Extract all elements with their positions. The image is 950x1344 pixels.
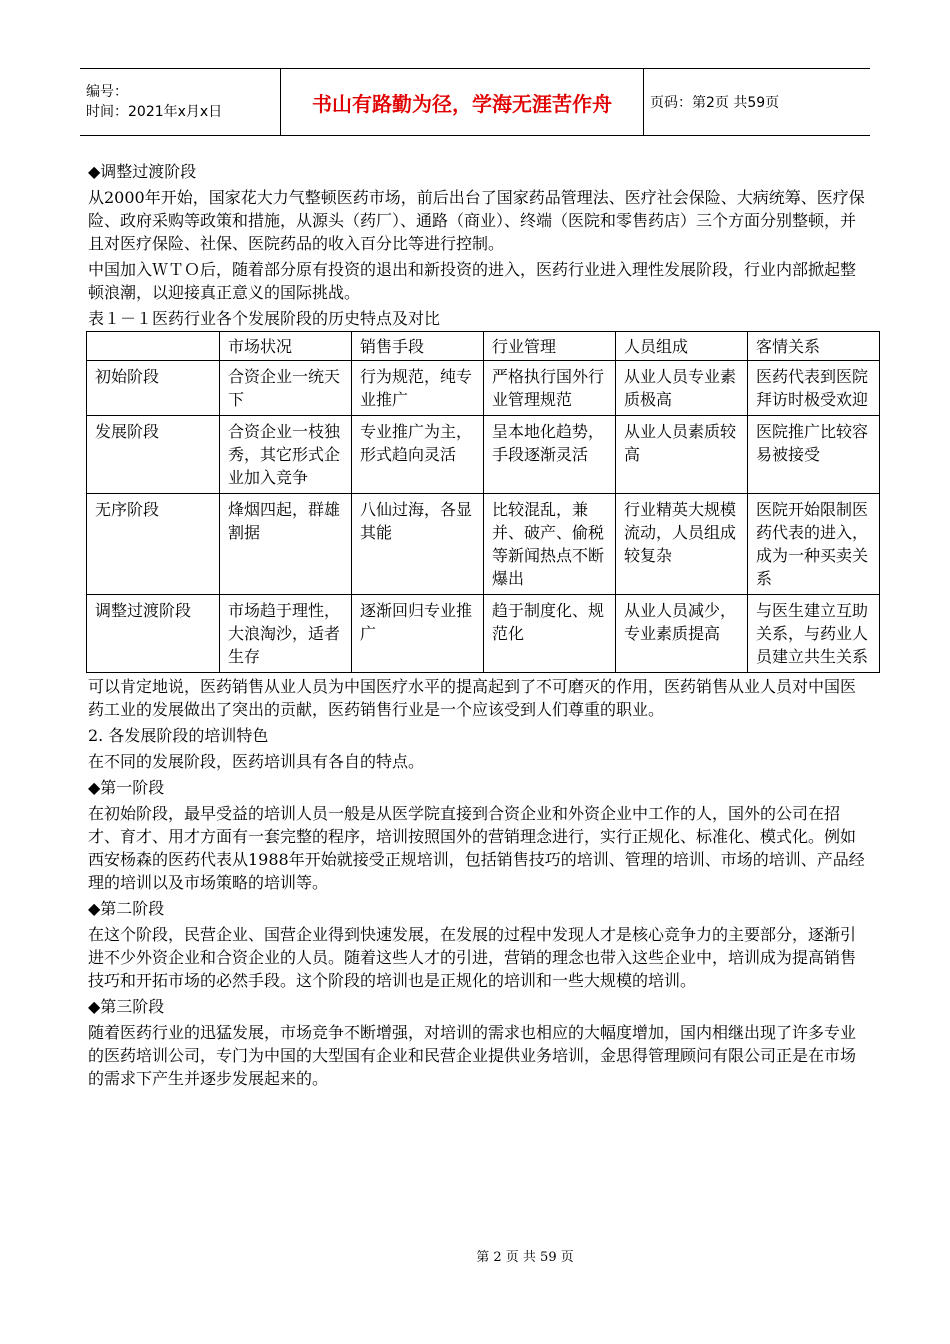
page-footer: 第 2 页 共 59 页 (476, 1250, 574, 1265)
section-title: 2. 各发展阶段的培训特色 (88, 726, 269, 745)
table-cell: 合资企业一枝独秀，其它形式企业加入竞争 (220, 416, 352, 494)
table-header-cell (87, 332, 220, 361)
stage-heading: ◆第三阶段 (88, 997, 165, 1016)
table-cell: 调整过渡阶段 (87, 595, 220, 673)
table-header-cell: 销售手段 (352, 332, 484, 361)
paragraph: 中国加入ＷＴＯ后，随着部分原有投资的退出和新投资的进入，医药行业进入理性发展阶段，行业内部掀起整顿浪潮，以迎接真正意义的国际挑战。 (88, 260, 857, 302)
table-row (87, 595, 880, 673)
header-page-label: 页码：第2页 共59页 (644, 69, 871, 136)
paragraph: 在初始阶段，最早受益的培训人员一般是从医学院直接到合资企业和外资企业中工作的人，国外的公司在招才、育才、用才方面有一套完整的程序，培训按照国外的营销理念进行，实行正规化、标准化、模式化。例如西安杨森的医药代表从1988年开始就接受正规培训，包括销售技巧的培训、管理的培训、市场的培训、产品经理的培训以及市场策略的培训等。 (88, 804, 865, 892)
table-cell: 医药代表到医院拜访时极受欢迎 (748, 361, 880, 416)
paragraph: 可以肯定地说，医药销售从业人员为中国医疗水平的提高起到了不可磨灭的作用，医药销售从业人员对中国医药工业的发展做出了突出的贡献，医药销售行业是一个应该受到人们尊重的职业。 (88, 677, 857, 719)
table-cell: 合资企业一统天下 (220, 361, 352, 416)
stage-heading: ◆第一阶段 (88, 778, 165, 797)
table-cell: 趋于制度化、规范化 (484, 595, 616, 673)
table-cell: 严格执行国外行业管理规范 (484, 361, 616, 416)
table-header-cell: 行业管理 (484, 332, 616, 361)
paragraph: 随着医药行业的迅猛发展，市场竞争不断增强，对培训的需求也相应的大幅度增加，国内相继出现了许多专业的医药培训公司，专门为中国的大型国有企业和民营企业提供业务培训，金思得管理顾问有限公司正是在市场的需求下产生并逐步发展起来的。 (88, 1023, 857, 1088)
table-row (87, 416, 880, 494)
table-cell: 从业人员素质较高 (616, 416, 748, 494)
paragraph: 在不同的发展阶段，医药培训具有各自的特点。 (88, 752, 425, 771)
table-cell: 发展阶段 (87, 416, 220, 494)
table-cell: 比较混乱，兼并、破产、偷税等新闻热点不断爆出 (484, 494, 616, 595)
stage-heading: ◆第二阶段 (88, 899, 165, 918)
table-row (87, 494, 880, 595)
header-motto: 书山有路勤为径，学海无涯苦作舟 (281, 69, 644, 136)
table-cell: 市场趋于理性，大浪淘沙，适者生存 (220, 595, 352, 673)
table-cell: 从业人员专业素质极高 (616, 361, 748, 416)
table-header-cell: 人员组成 (616, 332, 748, 361)
header-meta (80, 69, 281, 136)
table-header-cell: 市场状况 (220, 332, 352, 361)
table-header-row (87, 332, 880, 361)
paragraph: 从2000年开始，国家花大力气整顿医药市场，前后出台了国家药品管理法、医疗社会保险、大病统筹、医疗保险、政府采购等政策和措施，从源头（药厂）、通路（商业）、终端（医院和零售药店）三个方面分别整顿，并且对医疗保险、社保、医院药品的收入百分比等进行控制。 (88, 188, 865, 253)
table-cell: 行业精英大规模流动，人员组成较复杂 (616, 494, 748, 595)
table-cell: 初始阶段 (87, 361, 220, 416)
table-cell: 呈本地化趋势，手段逐渐灵活 (484, 416, 616, 494)
comparison-table (86, 331, 880, 673)
date-label: 时间：2021年x月x日 (86, 104, 223, 120)
table-caption: 表１－１医药行业各个发展阶段的历史特点及对比 (88, 309, 441, 328)
table-cell: 从业人员减少，专业素质提高 (616, 595, 748, 673)
document-body (88, 158, 868, 1093)
table-cell: 逐渐回归专业推广 (352, 595, 484, 673)
table-cell: 与医生建立互助关系，与药业人员建立共生关系 (748, 595, 880, 673)
table-cell: 烽烟四起，群雄割据 (220, 494, 352, 595)
table-cell: 专业推广为主，形式趋向灵活 (352, 416, 484, 494)
paragraph: 在这个阶段，民营企业、国营企业得到快速发展，在发展的过程中发现人才是核心竞争力的主要部分，逐渐引进不少外资企业和合资企业的人员。随着这些人才的引进，营销的理念也带入这些企业中，培训成为提高销售技巧和开拓市场的必然手段。这个阶段的培训也是正规化的培训和一些大规模的培训。 (88, 925, 857, 990)
section-heading-adjust: ◆调整过渡阶段 (88, 162, 197, 181)
page-header (80, 68, 870, 136)
number-label: 编号： (86, 84, 128, 100)
table-cell: 医院推广比较容易被接受 (748, 416, 880, 494)
table-cell: 无序阶段 (87, 494, 220, 595)
table-cell: 行为规范，纯专业推广 (352, 361, 484, 416)
table-row (87, 361, 880, 416)
table-header-cell: 客情关系 (748, 332, 880, 361)
table-cell: 八仙过海，各显其能 (352, 494, 484, 595)
table-cell: 医院开始限制医药代表的进入，成为一种买卖关系 (748, 494, 880, 595)
